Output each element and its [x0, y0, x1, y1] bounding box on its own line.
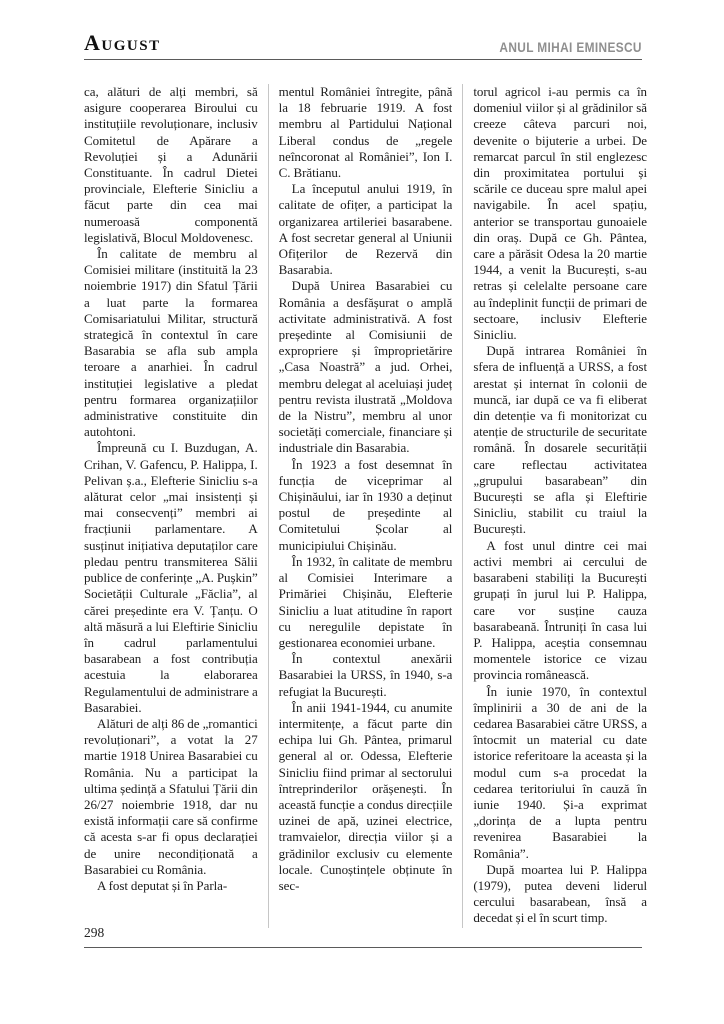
text-columns [84, 84, 647, 928]
paragraph: ca, alături de alți membri, să asigure cooperarea Biroului cu instituțiile revoluționare, inclusiv Comitetul de Apărare a Revoluției și a Adunării Constituante. În cadrul Dietei provinciale, Elefterie Sinicliu a făcut parte din cea mai numeroasă componentă legislativă, Blocul Moldovenesc. [84, 84, 258, 245]
running-title: ANUL MIHAI EMINESCU [499, 39, 642, 55]
paragraph: În contextul anexării Basarabiei la URSS, în 1940, s-a refugiat la București. [278, 651, 453, 699]
section-title: August [84, 30, 161, 55]
paragraph: În iunie 1970, în contextul împlinirii a 30 de ani de la cedarea Basarabiei către URSS, a întocmit un material cu date istorice referitoare la aceasta și la modul cum s-a procedat la cedarea teritoriului în cauză în iunie 1940. Și-a exprimat „dorința de a lupta pentru revenirea Basarabiei la România”. [473, 683, 648, 861]
text-column-3 [473, 84, 647, 928]
paragraph: În 1923 a fost desemnat în funcția de viceprimar al Chișinăului, iar în 1930 a deținut postul de președinte al Comitetului Școlar al municipiului Chișinău. [278, 456, 453, 553]
paragraph: Alături de alți 86 de „romantici revoluționari”, a votat la 27 martie 1918 Unirea Basarabiei cu România. Nu a participat la ultima ședință a Sfatului Țării din 26/27 noiembrie 1918, dar nu există informații care să confirme că acesta s-ar fi opus declarației de unire necondiționată a Basarabiei cu România. [84, 715, 258, 877]
paragraph: În 1932, în calitate de membru al Comisiei Interimare a Primăriei Chișinău, Elefterie Sinicliu a luat atitudine în raport cu neregulile depistate în gestionarea economiei urbane. [278, 553, 453, 650]
paragraph: Împreună cu I. Buzdugan, A. Crihan, V. Gafencu, P. Halippa, I. Pelivan ș.a., Elefterie Sinicliu s-a alăturat celor „mai insistenți și mai consecvenți” membri ai fracțiunii parlamentare. A susținut inițiativa deputaților care pledau pentru transmiterea Sălii publice de conferințe „A. Pușkin” Societății Culturale „Făclia”, al cărei președinte era V. Țanțu. O altă măsură a lui Eleftirie Sinicliu în cadrul parlamentului basarabean a fost contribuția acestuia la elaborarea Regulamentului de administrare a Basarabiei. [84, 440, 258, 715]
column-divider [462, 84, 463, 928]
paragraph: La începutul anului 1919, în calitate de ofițer, a participat la organizarea artileriei basarabene. A fost secretar general al Uniunii Ofițerilor de Rezervă din Basarabia. [278, 181, 453, 278]
paragraph: În anii 1941-1944, cu anumite intermitențe, a făcut parte din echipa lui Gh. Pântea, primarul general al or. Odessa, Elefterie Sinicliu fiind primar al sectorului întreprinderilor orășenești. În această funcție a condus direcțiile uzinei de apă, uzinei electrice, tramvaielor, direcția viilor și a grădinilor exclusiv cu elemente locale. Cunoștințele obținute în sec- [278, 699, 453, 893]
paragraph: A fost deputat și în Parla- [97, 877, 228, 893]
paragraph: torul agricol i-au permis ca în domeniul viilor și al grădinilor să creeze câteva parcuri noi, devenite o bijuterie a urbei. De remarcat parcul în stil englezesc din proximitatea portului și scările ce duceau spre malul apei navigabile. În acel spațiu, anterior se transportau gunoaiele din oraș. După ce Gh. Pântea, care a părăsit Odesa la 20 martie 1944, a venit la București, s-au retras și celelalte persoane care au îndeplinit funcții de primari de sectoare, inclusiv Elefterie Sinicliu. [473, 84, 648, 343]
column-divider [268, 84, 269, 928]
page-header [84, 32, 642, 60]
text-column-2 [279, 84, 453, 928]
paragraph: După Unirea Basarabiei cu România a desfășurat o amplă activitate administrativă. A fost președinte al Comisiunii de expropriere și împroprietărire „Casa Noastră” a jud. Orhei, membru delegat al aceluiași județ pentru revista ilustrată „Moldova de la Nistru”, membru al unor societăți comerciale, financiare și industriale din Basarabia. [278, 278, 453, 456]
page-footer [84, 924, 642, 948]
page-number: 298 [84, 925, 105, 940]
paragraph: În calitate de membru al Comisiei militare (instituită la 23 noiembrie 1917) din Sfatul Țării a luat parte la formarea Comisariatului Militar, structură strategică în contextul în care Basarabia se afla sub ampla teroare a anarhiei. În cadrul instituției legislative a pledat pentru formarea organizațiilor administrative constituite din autohtoni. [84, 246, 258, 440]
paragraph: A fost unul dintre cei mai activi membri ai cercului de basarabeni stabiliți la București grupați în jurul lui P. Halippa, care vor susține cauza basarabeană. Întruniți în casa lui P. Halippa, aceștia consemnau momentele istorice ce vizau provincia românească. [473, 537, 648, 683]
paragraph: După moartea lui P. Halippa (1979), putea deveni liderul cercului basarabean, însă a decedat și el în scurt timp. [473, 861, 648, 926]
paragraph: După intrarea României în sfera de influență a URSS, a fost arestat și internat în colonii de muncă, iar după ce va fi eliberat din detenție va fi monitorizat cu atenție de structurile de securitate română. În dosarele securității care reflectau activitatea „grupului basarabean” din București se afla și Eleftirie Sinicliu, stabilit cu traiul la București. [473, 343, 648, 537]
paragraph: mentul României întregite, până la 18 februarie 1919. A fost membru al Partidului Național Liberal condus de „regele neîncoronat al României”, Ion I. C. Brătianu. [278, 84, 453, 181]
text-column-1 [84, 84, 258, 928]
